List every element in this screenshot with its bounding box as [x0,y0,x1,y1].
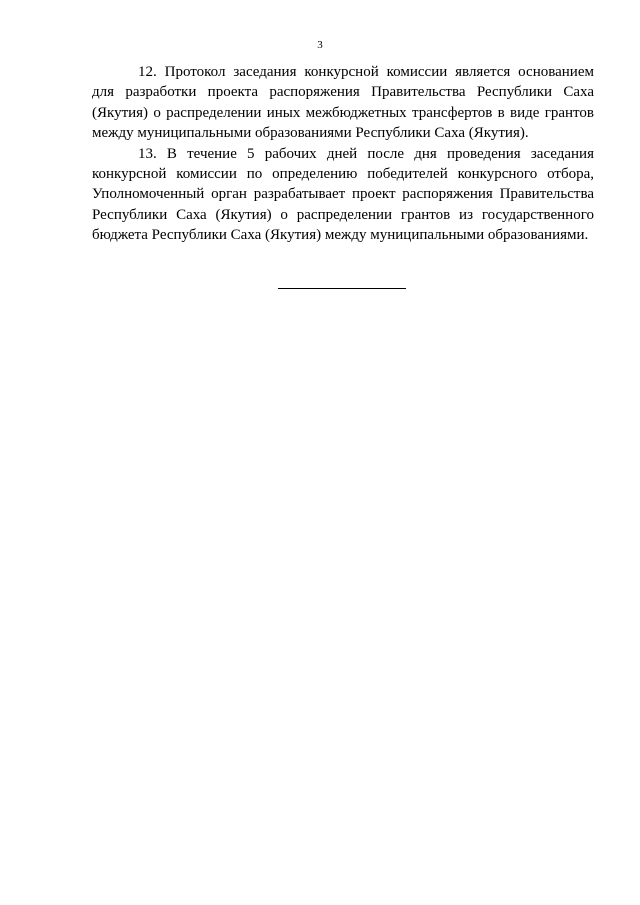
paragraph-12: 12. Протокол заседания конкурсной комиссии является основанием для разработки проекта распоряжения Правительства Республики Саха (Якутия) о распределении иных межбюджетных трансфертов в виде грантов между муниципальными образованиями Республики Саха (Якутия). [92,64,594,142]
end-separator-line [278,288,406,289]
paragraph-13: 13. В течение 5 рабочих дней после дня проведения заседания конкурсной комиссии по определению победителей конкурсного отбора, Уполномоченный орган разрабатывает проект распоряжения Правительства Республики Саха (Якутия) о распределении грантов из государственного бюджета Республики Саха (Якутия) между муниципальными образованиями. [92,145,594,244]
page-number: 3 [317,39,323,51]
document-body [92,62,594,246]
